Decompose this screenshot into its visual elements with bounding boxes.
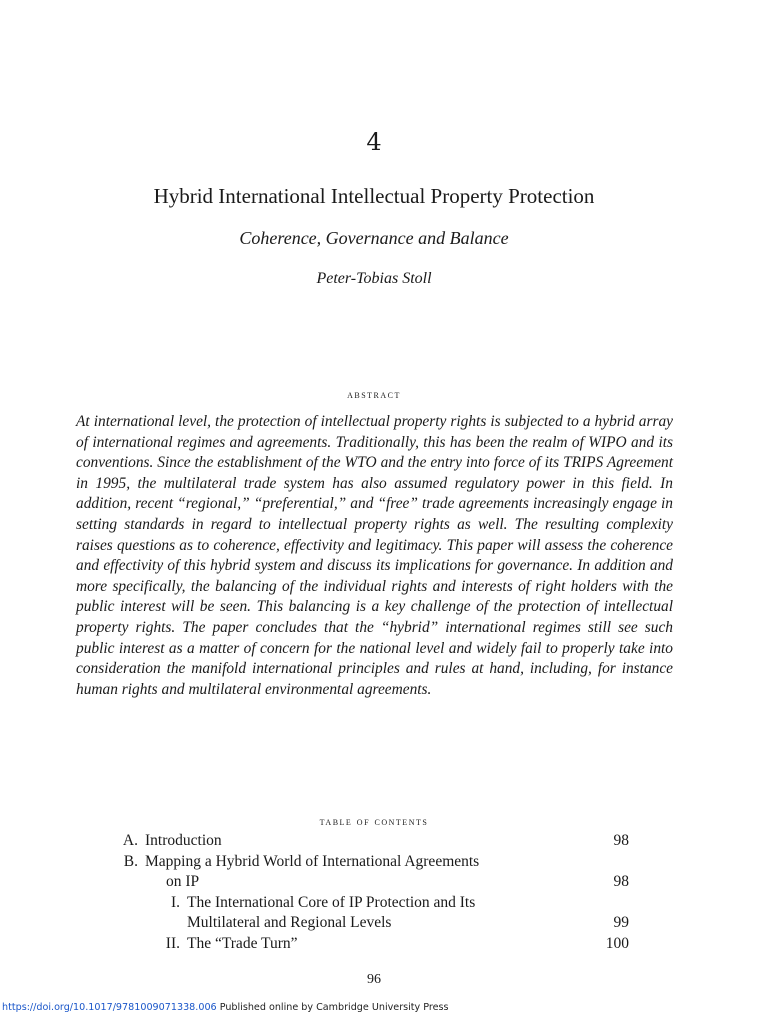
publisher-note: Published online by Cambridge University Press [219, 1002, 449, 1013]
chapter-subtitle: Coherence, Governance and Balance [239, 228, 509, 248]
toc-entry[interactable] [0, 894, 768, 914]
toc-entry-title[interactable]: Introduction [145, 832, 222, 849]
toc-entry-page: 100 [605, 935, 629, 952]
toc-entry-title[interactable]: Multilateral and Regional Levels [187, 914, 392, 931]
toc-entry-continuation[interactable] [0, 873, 768, 893]
toc-entry[interactable] [0, 832, 768, 852]
toc-entry[interactable] [0, 935, 768, 955]
abstract-heading: abstract [347, 387, 401, 401]
toc-entry-title[interactable]: The “Trade Turn” [187, 935, 298, 952]
toc-heading: table of contents [319, 814, 429, 828]
toc-entry-title[interactable]: Mapping a Hybrid World of International Agreements [145, 853, 480, 870]
chapter-title: Hybrid International Intellectual Property Protection [153, 184, 595, 208]
toc-entry-continuation[interactable] [0, 914, 768, 934]
toc-entry-title[interactable]: The International Core of IP Protection and Its [187, 894, 476, 911]
chapter-author: Peter-Tobias Stoll [316, 270, 432, 287]
toc-entry-marker: II. [165, 935, 180, 952]
toc-entry-page: 98 [613, 873, 629, 890]
toc-entry-title[interactable]: on IP [166, 873, 200, 890]
abstract-text: At international level, the protection of intellectual property rights is subjected to a hybrid array of international regimes and agreements. Traditionally, this has been the realm of WIPO and its conventions. Since the establishment of the WTO and the entry into force of its TRIPS Agreement in 1995, the multilateral trade system has also assumed regulatory power in this field. In addition, recent “regional,” “preferential,” and “free” trade agreements increasingly engage in setting standards in regard to intellectual property rights as well. The resulting complexity raises questions as to coherence, effectivity and legitimacy. This paper will assess the coherence and effectivity of this hybrid system and discuss its implications for governance. In addition and more specifically, the balancing of the individual rights and interests of right holders with the public interest will be seen. This balancing is a key challenge of the protection of intellectual property rights. The paper concludes that the “hybrid” international regimes still see such public interest as a matter of concern for the national level and widely fail to properly take into consideration the manifold international principles and rules at hand, including, for instance human rights and multilateral environmental agreements. [76, 413, 673, 698]
toc-entry-marker: A. [122, 832, 138, 849]
toc-entry-marker: I. [170, 894, 180, 911]
toc-entry[interactable] [0, 853, 768, 873]
toc-entry-page: 98 [613, 832, 629, 849]
toc-entry-marker: B. [123, 853, 138, 870]
chapter-number: 4 [366, 128, 382, 156]
toc-entry-page: 99 [613, 914, 629, 931]
page-number: 96 [367, 972, 381, 987]
footer [2, 1002, 449, 1013]
doi-link[interactable]: https://doi.org/10.1017/9781009071338.006 [2, 1002, 217, 1013]
